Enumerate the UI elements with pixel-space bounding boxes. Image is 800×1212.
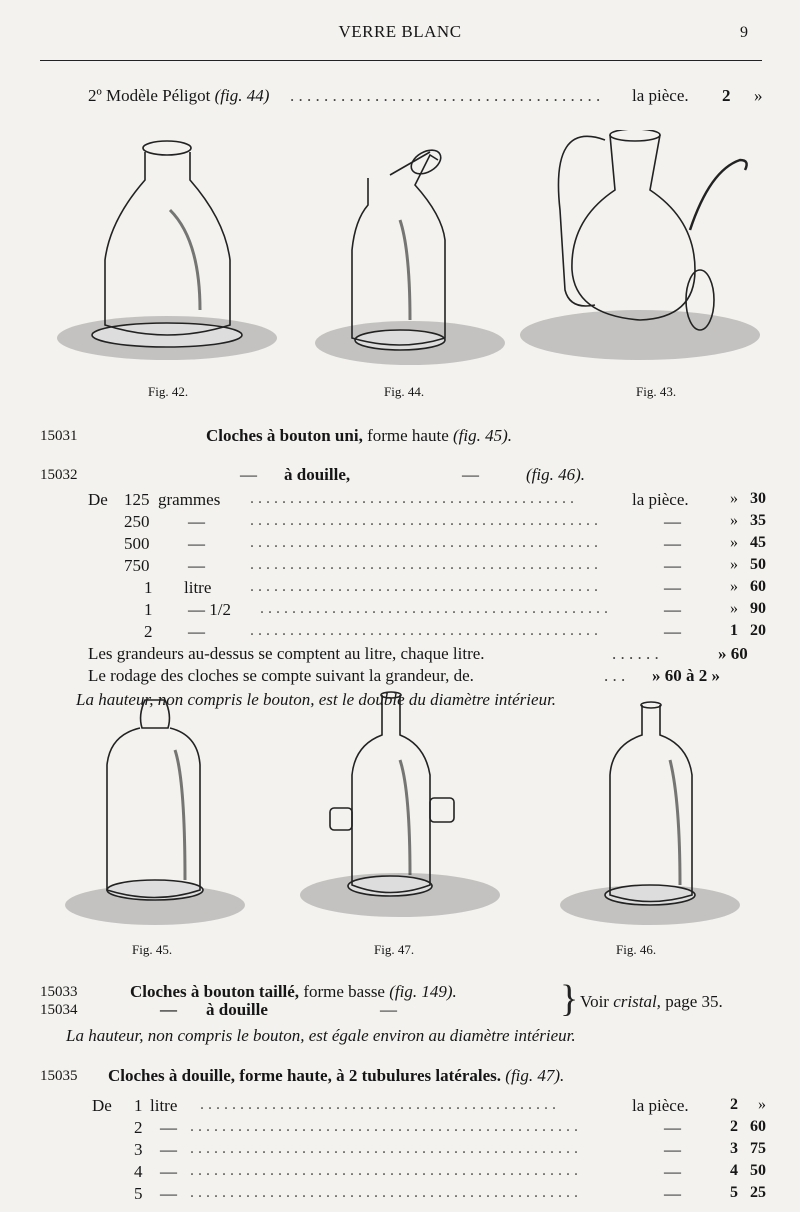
item-15031-desc	[206, 426, 512, 446]
size-row-price-c: 50	[750, 1162, 766, 1179]
size-row-price-c: 20	[750, 622, 766, 639]
size-row-dash: —	[664, 1184, 681, 1203]
leader-dots: . . . . . . . . . . . . . . . . . . . . . . . . . . . . . . . . . . . . . . . . . . . .	[250, 578, 598, 595]
size-row-price-c: 35	[750, 512, 766, 529]
leader-dots: . . . . . . . . . . . . . . . . . . . . . . . . . . . . . . . . . . . . . . . . . . . . . . . . .	[190, 1118, 578, 1135]
size-row-qty: 250	[124, 512, 150, 531]
item-15034-form: —	[380, 1000, 397, 1019]
leader-dots: . . . . . . . . . . . . . . . . . . . . . . . . . . . . . . . . . . . . . . . . . . . .	[250, 622, 598, 639]
item-15031-form: forme haute	[367, 426, 449, 445]
note-rodage: Le rodage des cloches se compte suivant la grandeur, de.	[88, 666, 474, 685]
size-row-price-c: 75	[750, 1140, 766, 1157]
size-row-dash: —	[664, 578, 681, 597]
item-15031-name: Cloches à bouton uni,	[206, 426, 363, 445]
size-row-qty: 1	[144, 578, 153, 597]
size-row-price-fr: »	[730, 512, 738, 529]
item-15031-ref: 15031	[40, 428, 78, 444]
peligot-fig: (fig. 44)	[214, 86, 270, 105]
size-row-price-c: 90	[750, 600, 766, 617]
size-row-price-fr: 3	[730, 1140, 738, 1157]
size-row-qty: 2	[134, 1118, 143, 1137]
sizes-c-prefix: De	[92, 1096, 112, 1115]
item-15032-name: à douille,	[284, 465, 351, 484]
note-rodage-price: » 60 à 2 »	[652, 666, 720, 685]
size-row-price-fr: 1	[730, 622, 738, 639]
fig46-bell-socket-illustration	[560, 702, 740, 925]
header-rule	[40, 60, 762, 61]
size-row-dash: —	[664, 1162, 681, 1181]
size-row-unit: litre	[150, 1096, 178, 1115]
fig43-label: Fig. 43.	[636, 384, 677, 399]
size-row-price-fr: 2	[730, 1118, 738, 1135]
top-illustrations	[50, 130, 770, 380]
size-row-qty: 500	[124, 534, 150, 553]
fig47-bell-tubulures-illustration	[300, 692, 500, 917]
size-row-qty: 1	[144, 600, 153, 619]
size-row-price-fr: 2	[730, 1096, 738, 1113]
leader-dots: . . . . . . . . . . . . . . . . . . . . . . . . . . . . . . . . . . . . . . . . . . . .	[250, 556, 598, 573]
sizes-c-unit: la pièce.	[632, 1096, 689, 1115]
voir-page: page 35.	[665, 992, 723, 1011]
leader-dots: . . . . . . . . . . . . . . . . . . . . . . . . . . . . . . . . . . . . . . . . . . . . . . . . .	[190, 1140, 578, 1157]
item-15033-form: forme basse	[303, 982, 385, 1001]
peligot-unit: la pièce.	[632, 86, 689, 105]
size-row-price-c: 50	[750, 556, 766, 573]
leader-dots: . . .	[604, 666, 626, 685]
size-row-dash: —	[664, 512, 681, 531]
leader-dots: . . . . . . . . . . . . . . . . . . . . . . . . . . . . . . . . . . . . . . . . .	[250, 490, 574, 507]
size-row-price-c: 25	[750, 1184, 766, 1201]
sizes-a-unit: la pièce.	[632, 490, 689, 509]
fig46-label: Fig. 46.	[616, 942, 657, 957]
item-15035-fig: (fig. 47).	[505, 1066, 565, 1085]
leader-dots: . . . . . . . . . . . . . . . . . . . . . . . . . . . . . . . . . . . . . . . . . . . .	[250, 534, 598, 551]
peligot-leader: . . . . . . . . . . . . . . . . . . . . . . . . . . . . . . . . . . . . .	[290, 86, 601, 105]
fig45-bell-knob-illustration	[65, 700, 245, 925]
size-row-unit: —	[160, 1162, 177, 1181]
size-row-unit: — 1/2	[188, 600, 231, 619]
fig42-bottle-illustration	[57, 141, 277, 360]
item-15032-dash: —	[240, 465, 257, 484]
size-row-dash: —	[664, 622, 681, 641]
leader-dots: . . . . . . . . . . . . . . . . . . . . . . . . . . . . . . . . . . . . . . . . . . . .	[260, 600, 608, 617]
voir-reference	[580, 992, 723, 1012]
voir-label: Voir	[580, 992, 609, 1011]
size-row-unit: —	[188, 556, 205, 575]
note-per-litre-price: » 60	[718, 644, 748, 663]
size-row-price-c: 30	[750, 490, 766, 507]
page-title: VERRE BLANC	[338, 22, 462, 41]
size-row-price-fr: »	[730, 534, 738, 551]
peligot-price: 2	[722, 86, 731, 105]
size-row-dash: —	[664, 1140, 681, 1159]
item-15034-ref: 15034	[40, 1002, 78, 1018]
size-row-unit: —	[160, 1118, 177, 1137]
item-15032-fig: (fig. 46).	[526, 465, 586, 484]
page-number: 9	[740, 24, 748, 41]
size-row-qty: 125	[124, 490, 150, 509]
peligot-label: 2º Modèle Péligot	[88, 86, 211, 105]
size-row-qty: 5	[134, 1184, 143, 1203]
note-height-double: La hauteur, non compris le bouton, est le double du diamètre intérieur.	[76, 690, 557, 709]
size-row-qty: 1	[134, 1096, 143, 1115]
sizes-a-prefix: De	[88, 490, 108, 509]
peligot-line	[88, 86, 269, 106]
item-15035-ref: 15035	[40, 1068, 78, 1084]
item-15034-name: à douille	[206, 1000, 268, 1019]
size-row-price-fr: »	[730, 600, 738, 617]
size-row-unit: —	[160, 1140, 177, 1159]
middle-illustrations	[60, 690, 760, 940]
item-15031-fig: (fig. 45).	[452, 426, 513, 445]
item-15032-ref: 15032	[40, 467, 78, 483]
fig45-label: Fig. 45.	[132, 942, 173, 957]
size-row-unit: —	[160, 1184, 177, 1203]
leader-dots: . . . . . . . . . . . . . . . . . . . . . . . . . . . . . . . . . . . . . . . . . . . . . . . . .	[190, 1184, 578, 1201]
size-row-price-c: »	[758, 1096, 766, 1113]
item-15035-desc	[108, 1066, 564, 1086]
size-row-unit: —	[188, 622, 205, 641]
item-15033-ref: 15033	[40, 984, 78, 1000]
fig43-pitcher-illustration	[520, 130, 760, 360]
size-row-dash: —	[664, 556, 681, 575]
item-15032-form: —	[462, 465, 479, 484]
leader-dots: . . . . . . . . . . . . . . . . . . . . . . . . . . . . . . . . . . . . . . . . . . . .	[250, 512, 598, 529]
size-row-price-fr: »	[730, 556, 738, 573]
brace-symbol: }	[560, 978, 579, 1020]
item-15035-name: Cloches à douille, forme haute, à 2 tubulures latérales.	[108, 1066, 502, 1085]
item-15033-desc	[130, 982, 457, 1002]
peligot-price-mark: »	[754, 86, 763, 105]
size-row-qty: 750	[124, 556, 150, 575]
item-15033-name: Cloches à bouton taillé,	[130, 982, 300, 1001]
fig47-label: Fig. 47.	[374, 942, 415, 957]
note-height-equal: La hauteur, non compris le bouton, est égale environ au diamètre intérieur.	[66, 1026, 576, 1045]
size-row-qty: 3	[134, 1140, 143, 1159]
size-row-qty: 4	[134, 1162, 143, 1181]
item-15033-fig: (fig. 149).	[389, 982, 457, 1001]
item-15034-dash: —	[160, 1000, 177, 1019]
fig44-label: Fig. 44.	[384, 384, 425, 399]
size-row-unit: grammes	[158, 490, 221, 509]
size-row-price-fr: »	[730, 490, 738, 507]
size-row-dash: —	[664, 1118, 681, 1137]
size-row-unit: —	[188, 534, 205, 553]
size-row-price-c: 60	[750, 1118, 766, 1135]
voir-target: cristal,	[613, 992, 661, 1011]
size-row-dash: —	[664, 534, 681, 553]
size-row-unit: litre	[184, 578, 212, 597]
size-row-price-c: 60	[750, 578, 766, 595]
size-row-price-c: 45	[750, 534, 766, 551]
fig44-peligot-illustration	[315, 145, 505, 365]
size-row-dash: —	[664, 600, 681, 619]
fig42-label: Fig. 42.	[148, 384, 189, 399]
size-row-unit: —	[188, 512, 205, 531]
leader-dots: . . . . . .	[612, 644, 659, 663]
note-per-litre: Les grandeurs au-dessus se comptent au litre, chaque litre.	[88, 644, 485, 663]
size-row-price-fr: 4	[730, 1162, 738, 1179]
leader-dots: . . . . . . . . . . . . . . . . . . . . . . . . . . . . . . . . . . . . . . . . . . . . .	[200, 1096, 556, 1113]
size-row-price-fr: »	[730, 578, 738, 595]
leader-dots: . . . . . . . . . . . . . . . . . . . . . . . . . . . . . . . . . . . . . . . . . . . . . . . . .	[190, 1162, 578, 1179]
size-row-price-fr: 5	[730, 1184, 738, 1201]
size-row-qty: 2	[144, 622, 153, 641]
